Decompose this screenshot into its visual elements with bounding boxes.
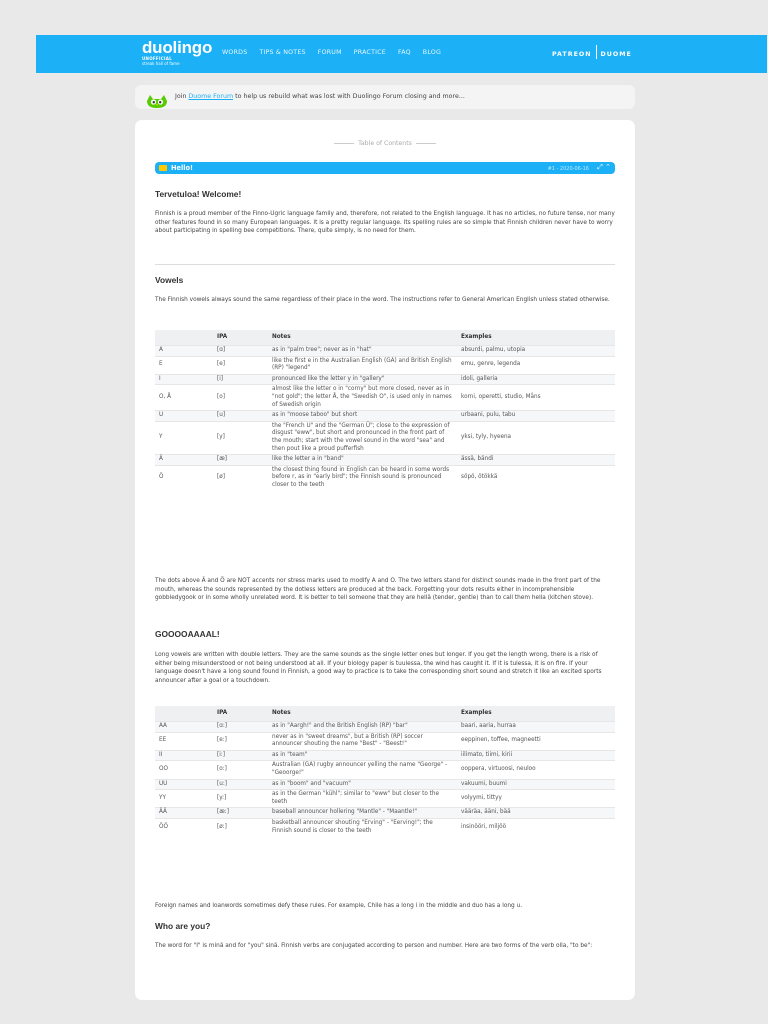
long-vowels-heading: GOOOOAAAAL! [155,629,220,639]
long-vowels-table [155,706,615,836]
intro-paragraph: Finnish is a proud member of the Finno-Ugric language family and, therefore, not related to the English language. It has no articles, no future tense, nor many other features found in so many European languages. It is a pretty regular language. Its spelling rules are so simple that Finnish children never have to worry about participating in spelling bee competitions. There, quite simply, is no need for them. [155,211,615,234]
cell-examples: emu, genre, legenda [457,356,615,374]
table-row [155,761,615,779]
col-notes: Notes [268,330,457,346]
cell-ipa: [u:] [213,779,268,790]
cell-letter: EE [155,732,213,750]
cell-letter: AA [155,722,213,733]
cell-notes: as in "Aargh!" and the British English (RP) "bar" [268,722,457,733]
table-row [155,722,615,733]
section-header-bar[interactable] [155,162,615,174]
banner-prefix: Join [175,93,189,100]
cell-examples: idoli, galleria [457,374,615,385]
table-row [155,465,615,490]
cell-examples: korni, operetti, studio, Måns [457,385,615,411]
cell-ipa: [e] [213,356,268,374]
table-row [155,346,615,357]
vowels-heading: Vowels [155,275,184,285]
table-row [155,818,615,836]
banner-suffix: to help us rebuild what was lost with Duolingo Forum closing and more... [233,93,465,100]
cell-notes: baseball announcer hollering "Mantle" - "Maantle!" [268,808,457,819]
flag-icon [159,165,167,171]
cell-examples: baari, aaria, hurraa [457,722,615,733]
patreon-link[interactable]: PATREON [552,51,592,58]
cell-ipa: [ɑ:] [213,722,268,733]
cell-notes: the closest thing found in English can be heard in some words before r, as in "early bird"; the Finnish sound is pronounced closer to the teeth [268,465,457,490]
cell-letter: Ö [155,465,213,490]
col-examples: Examples [457,706,615,722]
cell-letter: U [155,411,213,422]
cell-examples: absurdi, palmu, utopia [457,346,615,357]
table-row [155,356,615,374]
table-row [155,779,615,790]
cell-ipa: [ø:] [213,818,268,836]
nav-links [222,49,451,56]
cell-examples: eeppinen, toffee, magneetti [457,732,615,750]
who-paragraph: The word for "I" is minä and for "you" sinä. Finnish verbs are conjugated according to person and number. Here are two forms of the verb olla, "to be": [155,943,593,949]
table-row [155,385,615,411]
col-ipa: IPA [213,330,268,346]
nav-right [552,49,632,59]
cell-examples: ooppera, virtuoosi, neuloo [457,761,615,779]
table-row [155,790,615,808]
cell-notes: Australian (GA) rugby announcer yelling the name "George" - "Geoorge!" [268,761,457,779]
cell-letter: YY [155,790,213,808]
cell-examples: iilimato, tiimi, kirii [457,750,615,761]
cell-examples: vääräa, ääni, bää [457,808,615,819]
cell-examples: ässä, bändi [457,455,615,466]
nav-link-practice[interactable]: PRACTICE [353,49,386,56]
nav-link-faq[interactable]: FAQ [397,49,411,56]
cell-letter: UU [155,779,213,790]
cell-notes: as in "palm tree"; never as in "hat" [268,346,457,357]
top-nav [36,35,767,73]
section-title: Hello! [171,164,194,172]
cell-notes: as in "boom" and "vacuum" [268,779,457,790]
cell-letter: I [155,374,213,385]
logo-tagline: streak hall of fame [142,61,180,66]
cell-notes: basketball announcer shouting "Erving" - "Eerving!"; the Finnish sound is closer to the teeth [268,818,457,836]
long-vowels-paragraph: Long vowels are written with double letters. They are the same sounds as the single letter ones but longer. If you get the length wrong, there is a risk of either being misunderstood or not being understood at all. If your biology paper is tuulessa, the wind has caught it. If it is tulessa, it is on fire. If your language doesn't have a long sound found in Finnish, a good way to practice is to take the corresponding short sound and stretch it like an excited sports announcer after a goal or a touchdown. [155,652,602,684]
section-meta: #1 - 2020-06-16 [547,166,589,172]
cell-examples: volyymi, tittyy [457,790,615,808]
table-row [155,421,615,454]
cell-examples: vakuumi, buumi [457,779,615,790]
logo-wordmark: duolingo [142,38,213,57]
dots-paragraph: The dots above Ä and Ö are NOT accents nor stress marks used to modify A and O. The two letters stand for distinct sounds made in the front part of the mouth, whereas the sounds represented by the dotless letters are produced at the back. Forgetting your dots results either in incomprehensible gobbledygook or in some wholly unrelated word. It is better to tell someone that they are hellä (tender, gentle) than to call them hella (kitchen stove). [155,578,601,601]
table-row [155,374,615,385]
cell-ipa: [o:] [213,761,268,779]
cell-notes: like the letter a in "band" [268,455,457,466]
cell-ipa: [o] [213,385,268,411]
cell-ipa: [i] [213,374,268,385]
table-row [155,411,615,422]
intro-heading: Tervetuloa! Welcome! [155,189,242,199]
cell-letter: OO [155,761,213,779]
cell-notes: as in the German "kühl"; similar to "eww" but closer to the teeth [268,790,457,808]
cell-letter: E [155,356,213,374]
cell-ipa: [y] [213,421,268,454]
cell-notes: the "French U" and the "German Ü"; close to the expression of disgust "eww", but short and pronounced in the front part of the mouth; start with the vowel sound in the word "sea" and then pout like a proud pufferfish [268,421,457,454]
nav-divider [596,45,597,59]
forum-banner [135,85,635,109]
table-row [155,750,615,761]
cell-notes: as in "team" [268,750,457,761]
cell-letter: ÖÖ [155,818,213,836]
cell-ipa: [u] [213,411,268,422]
nav-link-forum[interactable]: FORUM [317,49,342,56]
logo-unofficial: UNOFFICIAL [142,56,173,61]
nav-link-blog[interactable]: BLOG [422,49,442,56]
duolingo-logo[interactable] [142,40,212,66]
cell-notes: like the first e in the Australian English (GA) and British English (RP) "legend" [268,356,457,374]
cell-ipa: [i:] [213,750,268,761]
cell-ipa: [æ:] [213,808,268,819]
table-header-row [155,706,615,722]
cell-letter: ÄÄ [155,808,213,819]
nav-link-tips-notes[interactable]: TIPS & NOTES [259,49,306,56]
table-row [155,808,615,819]
col-notes: Notes [268,706,457,722]
cell-ipa: [y:] [213,790,268,808]
col-ipa: IPA [213,706,268,722]
duome-link[interactable]: DUOME [600,51,632,58]
collapse-icon[interactable]: ⤢ ⌃ [597,163,611,171]
cell-notes: as in "moose taboo" but short [268,411,457,422]
duo-owl-icon [145,92,169,108]
cell-notes: pronounced like the letter y in "gallery" [268,374,457,385]
table-row [155,732,615,750]
nav-link-words[interactable]: WORDS [222,49,248,56]
cell-letter: II [155,750,213,761]
cell-ipa: [ø] [213,465,268,490]
col-examples: Examples [457,330,615,346]
cell-ipa: [æ] [213,455,268,466]
cell-letter: A [155,346,213,357]
cell-ipa: [ɑ] [213,346,268,357]
vowels-table [155,330,615,491]
divider [155,264,615,265]
cell-notes: never as in "sweet dreams", but a British (RP) soccer announcer shouting the name "Best" - "Beest!" [268,732,457,750]
tips-panel [135,120,635,1000]
cell-notes: almost like the letter o in "corny" but more closed, never as in "not gold"; the letter Å, the "Swedish O", is used only in names of Swedish origin [268,385,457,411]
duome-forum-link[interactable]: Duome Forum [188,93,234,100]
banner-text [175,93,465,100]
who-heading: Who are you? [155,921,211,931]
cell-letter: Y [155,421,213,454]
cell-examples: urbaani, pulu, tabu [457,411,615,422]
table-of-contents-link[interactable]: Table of Contents [155,140,615,149]
col-letter [155,330,213,346]
cell-examples: söpö, ötökkä [457,465,615,490]
cell-letter: Ä [155,455,213,466]
vowels-paragraph: The Finnish vowels always sound the same regardless of their place in the word. The instructions refer to General American English unless stated otherwise. [155,297,610,303]
foreign-names-paragraph: Foreign names and loanwords sometimes defy these rules. For example, Chile has a long i in the middle and duo has a long u. [155,903,523,909]
cell-examples: yksi, tyly, hyeena [457,421,615,454]
col-letter [155,706,213,722]
table-header-row [155,330,615,346]
table-row [155,455,615,466]
cell-ipa: [e:] [213,732,268,750]
cell-letter: O, Å [155,385,213,411]
cell-examples: insinööri, miljöö [457,818,615,836]
